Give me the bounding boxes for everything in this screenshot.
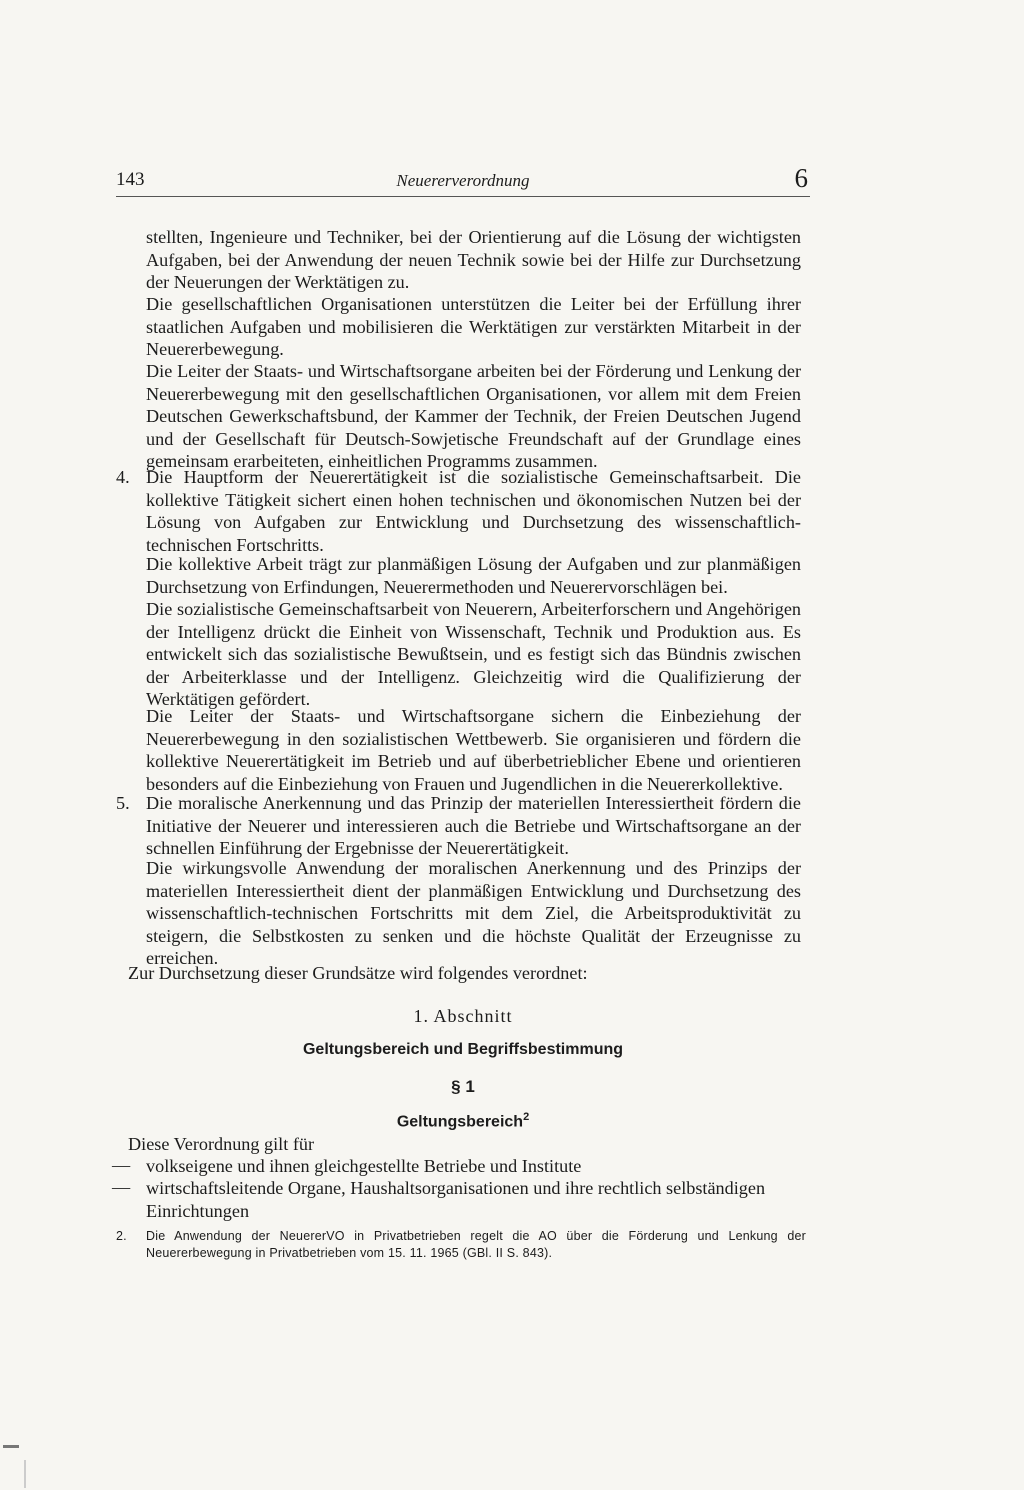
paragraph-2: Die gesellschaftlichen Organisationen unterstützen die Leiter bei der Erfüllung ihrer staatlichen Aufgaben und mobilisieren die Werktätigen zur verstärkten Mitarbeit in der Neuererbewegung. (146, 294, 801, 359)
footnote-text: Die Anwendung der NeuererVO in Privatbetrieben regelt die AO über die Förderung und Lenkung der Neuererbewegung in Privatbetrieben vom 15. 11. 1965 (GBl. II S. 843). (146, 1229, 806, 1260)
subheading-text: Geltungsbereich (396, 1113, 524, 1131)
paragraph-3: Die Leiter der Staats- und Wirtschaftsorgane arbeiten bei der Förderung und Lenkung der Neuererbewegung mit den gesellschaftlichen Organisationen, vor allem mit dem Freien Deutschen Gewerkschaftsbund, der Kammer der Technik, der Freien Deutschen Jugend und der Gesellschaft für Deutsch-Sowjetische Freundschaft auf der Grundlage eines gemeinsam erarbeiteten, einheitlichen Programms zusammen. (146, 361, 801, 471)
section-number: 6 (794, 163, 808, 193)
page-number: 143 (116, 169, 145, 190)
section-heading: Geltungsbereich und Begriffsbestimmung (302, 1041, 624, 1058)
item-number-4: 4. (116, 467, 130, 487)
paragraph-mark: § 1 (451, 1077, 475, 1096)
item-number-5: 5. (116, 793, 130, 813)
header-rule (116, 196, 810, 197)
list-dash-1: — (112, 1155, 131, 1175)
scan-artifact-line (24, 1460, 26, 1488)
paragraph-5b: Die wirkungsvolle Anwendung der moralischen Anerkennung und des Prinzips der materiellen Interessiertheit dient der planmäßigen Entwicklung und Durchsetzung des wissenschaftlich-technischen Fortschritts mit dem Ziel, die Arbeitsproduktivität zu steigern, die Selbstkosten zu senken und die höchste Qualität der Erzeugnisse zu erreichen. (146, 858, 801, 968)
paragraph-4a: Die Hauptform der Neuerertätigkeit ist die sozialistische Gemeinschaftsarbeit. Die kollektive Tätigkeit sichert einen hohen technischen und ökonomischen Nutzen bei der Lösung von Aufgaben zur Entwicklung und Durchsetzung des wissenschaftlich-technischen Fortschritts. (146, 467, 801, 555)
section-label: 1. Abschnitt (413, 1006, 513, 1026)
paragraph-5a: Die moralische Anerkennung und das Prinzip der materiellen Interessiertheit fördern die Initiative der Neuerer und interessieren auch die Betriebe und Wirtschaftsorgane an der schnellen Einführung der Ergebnisse der Neuerertätigkeit. (146, 793, 801, 858)
list-intro: Diese Verordnung gilt für (128, 1134, 315, 1154)
paragraph-6: Zur Durchsetzung dieser Grundsätze wird folgendes verordnet: (128, 963, 588, 983)
paragraph-4d: Die Leiter der Staats- und Wirtschaftsorgane sichern die Einbeziehung der Neuererbewegung in den sozialistischen Wettbewerb. Sie organisieren und fördern die kollektive Neuerertätigkeit im Betrieb und auf überbetrieblicher Ebene und orientieren besonders auf die Einbeziehung von Frauen und Jugendlichen in die Neuererkollektive. (146, 706, 801, 794)
page-header (116, 165, 810, 195)
scan-artifact-mark (3, 1445, 19, 1448)
paragraph-1: stellten, Ingenieure und Techniker, bei der Orientierung auf die Lösung der wichtigsten Aufgaben, bei der Anwendung der neuen Technik sowie bei der Hilfe zur Durchsetzung der Neuerungen der Werktätigen zu. (146, 227, 801, 292)
subheading (116, 1111, 810, 1131)
paragraph-4c: Die sozialistische Gemeinschaftsarbeit von Neuerern, Arbeiterforschern und Angehörigen der Intelligenz drückt die Einheit von Wissenschaft, Technik und Produktion aus. Es entwickelt sich das sozialistische Bewußtsein, und es festigt sich das Bündnis zwischen der Arbeiterklasse und der Intelligenz. Gleichzeitig wird die Qualifizierung der Werktätigen gefördert. (146, 599, 801, 709)
list-dash-2: — (112, 1177, 131, 1197)
running-title: Neuererverordnung (396, 171, 530, 190)
footnote-reference: 2 (523, 1111, 530, 1123)
list-item-1: volkseigene und ihnen gleichgestellte Betriebe und Institute (146, 1156, 582, 1176)
paragraph-4b: Die kollektive Arbeit trägt zur planmäßigen Lösung der Aufgaben und zur planmäßigen Durchsetzung von Erfindungen, Neuerermethoden und Neuerervorschlägen bei. (146, 554, 801, 597)
footnote-number: 2. (116, 1229, 127, 1243)
list-item-2: wirtschaftsleitende Organe, Haushaltsorganisationen und ihre rechtlich selbständigen Einrichtungen (146, 1178, 766, 1221)
